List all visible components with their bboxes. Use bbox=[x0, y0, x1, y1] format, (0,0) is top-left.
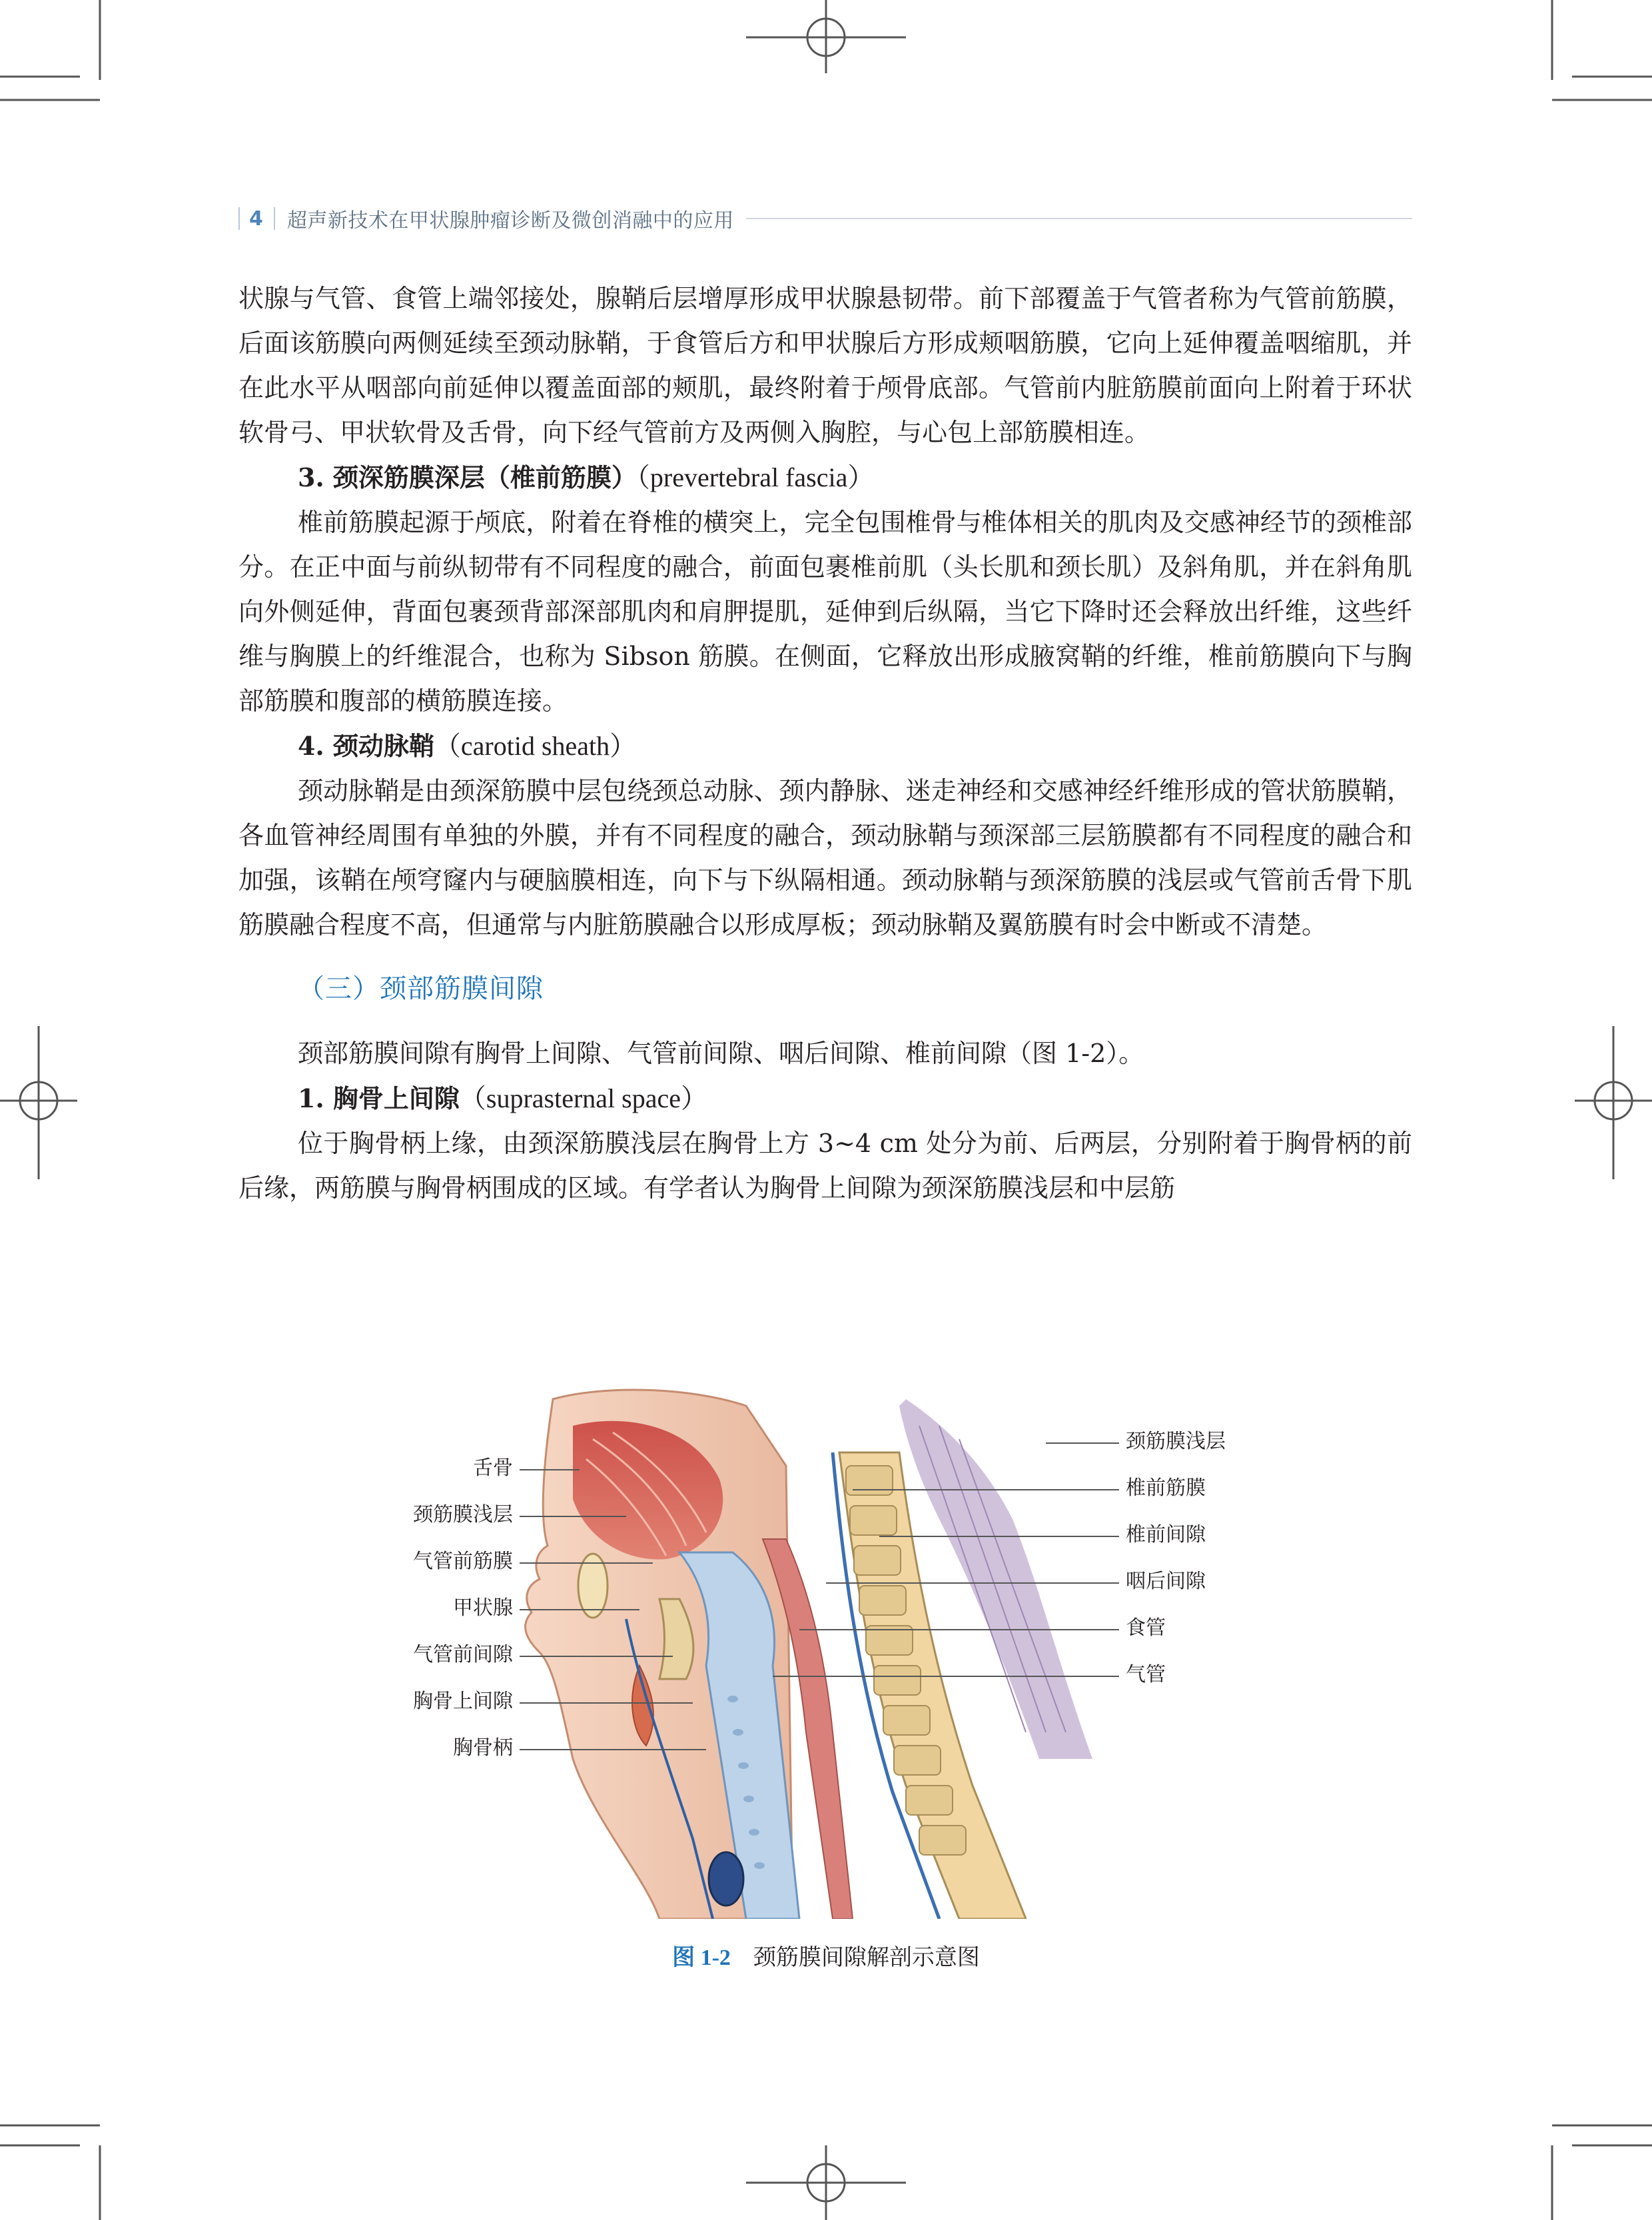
subheading-english: （prevertebral fascia） bbox=[636, 462, 875, 492]
body-text bbox=[238, 277, 1412, 1211]
figure-caption-text: 颈筋膜间隙解剖示意图 bbox=[753, 1944, 980, 1971]
subheading bbox=[238, 724, 1412, 769]
figure-label-superficial-fascia: 颈筋膜浅层 bbox=[413, 1503, 513, 1526]
page-number: 4 bbox=[249, 207, 263, 231]
running-header bbox=[238, 200, 1412, 237]
book-title: 超声新技术在甲状腺肿瘤诊断及微创消融中的应用 bbox=[286, 209, 734, 233]
neck-fascia-figure bbox=[373, 1386, 1252, 1919]
figure-label-trachea: 气管 bbox=[1126, 1663, 1166, 1686]
section-heading: （三）颈部筋膜间隙 bbox=[298, 973, 544, 1004]
subheading bbox=[238, 455, 1412, 500]
figure-label-thyroid: 甲状腺 bbox=[453, 1596, 513, 1620]
figure-label-suprasternal-space: 胸骨上间隙 bbox=[413, 1690, 513, 1713]
figure-number: 图 1-2 bbox=[672, 1945, 731, 1970]
header-rule bbox=[746, 218, 1412, 219]
subheading-title: 3. 颈深筋膜深层（椎前筋膜） bbox=[298, 462, 637, 492]
figure-label-prevertebral-fascia: 椎前筋膜 bbox=[1126, 1476, 1206, 1500]
subheading-title: 4. 颈动脉鞘 bbox=[298, 731, 434, 761]
header-divider bbox=[274, 207, 275, 230]
subheading bbox=[238, 1076, 1412, 1121]
figure-label-pretracheal-fascia: 气管前筋膜 bbox=[413, 1550, 513, 1573]
figure-label-manubrium: 胸骨柄 bbox=[453, 1736, 513, 1760]
figure-caption bbox=[0, 1939, 1652, 1971]
paragraph: 位于胸骨柄上缘，由颈深筋膜浅层在胸骨上方 3~4 cm 处分为前、后两层，分别附着于胸骨柄的前后缘，两筋膜与胸骨柄围成的区域。有学者认为胸骨上间隙为颈深筋膜浅层和中层筋 bbox=[238, 1129, 1412, 1203]
paragraph: 颈部筋膜间隙有胸骨上间隙、气管前间隙、咽后间隙、椎前间隙（图 1-2）。 bbox=[298, 1039, 1144, 1068]
figure-label-prevertebral-space: 椎前间隙 bbox=[1126, 1523, 1206, 1546]
header-divider bbox=[238, 207, 240, 230]
figure-label-pretracheal-space: 气管前间隙 bbox=[413, 1643, 513, 1666]
subheading-english: （suprasternal space） bbox=[459, 1083, 707, 1113]
figure-label-hyoid: 舌骨 bbox=[473, 1456, 513, 1480]
paragraph: 状腺与气管、食管上端邻接处，腺鞘后层增厚形成甲状腺悬韧带。前下部覆盖于气管者称为气管前筋膜，后面该筋膜向两侧延续至颈动脉鞘，于食管后方和甲状腺后方形成颊咽筋膜，它向上延伸覆盖咽缩肌，并在此水平从咽部向前延伸以覆盖面部的颊肌，最终附着于颅骨底部。气管前内脏筋膜前面向上附着于环状软骨弓、甲状软骨及舌骨，向下经气管前方及两侧入胸腔，与心包上部筋膜相连。 bbox=[238, 284, 1412, 447]
figure-label-esophagus: 食管 bbox=[1126, 1616, 1166, 1640]
paragraph: 颈动脉鞘是由颈深筋膜中层包绕颈总动脉、颈内静脉、迷走神经和交感神经纤维形成的管状筋膜鞘，各血管神经周围有单独的外膜，并有不同程度的融合，颈动脉鞘与颈深部三层筋膜都有不同程度的融合和加强，该鞘在颅穹窿内与硬脑膜相连，向下与下纵隔相通。颈动脉鞘与颈深筋膜的浅层或气管前舌骨下肌筋膜融合程度不高，但通常与内脏筋膜融合以形成厚板；颈动脉鞘及翼筋膜有时会中断或不清楚。 bbox=[238, 776, 1412, 939]
subheading-english: （carotid sheath） bbox=[434, 731, 637, 761]
figure-label-retropharyngeal-space: 咽后间隙 bbox=[1126, 1570, 1206, 1593]
subheading-title: 1. 胸骨上间隙 bbox=[298, 1083, 460, 1113]
figure-label-superficial-fascia-right: 颈筋膜浅层 bbox=[1126, 1430, 1226, 1453]
paragraph: 椎前筋膜起源于颅底，附着在脊椎的横突上，完全包围椎骨与椎体相关的肌肉及交感神经节的颈椎部分。在正中面与前纵韧带有不同程度的融合，前面包裹椎前肌（头长肌和颈长肌）及斜角肌，并在斜角肌向外侧延伸，背面包裹颈背部深部肌肉和肩胛提肌，延伸到后纵隔，当它下降时还会释放出纤维，这些纤维与胸膜上的纤维混合，也称为 Sibson 筋膜。在侧面，它释放出形成腋窝鞘的纤维，椎前筋膜向下与胸部筋膜和腹部的横筋膜连接。 bbox=[238, 508, 1412, 716]
